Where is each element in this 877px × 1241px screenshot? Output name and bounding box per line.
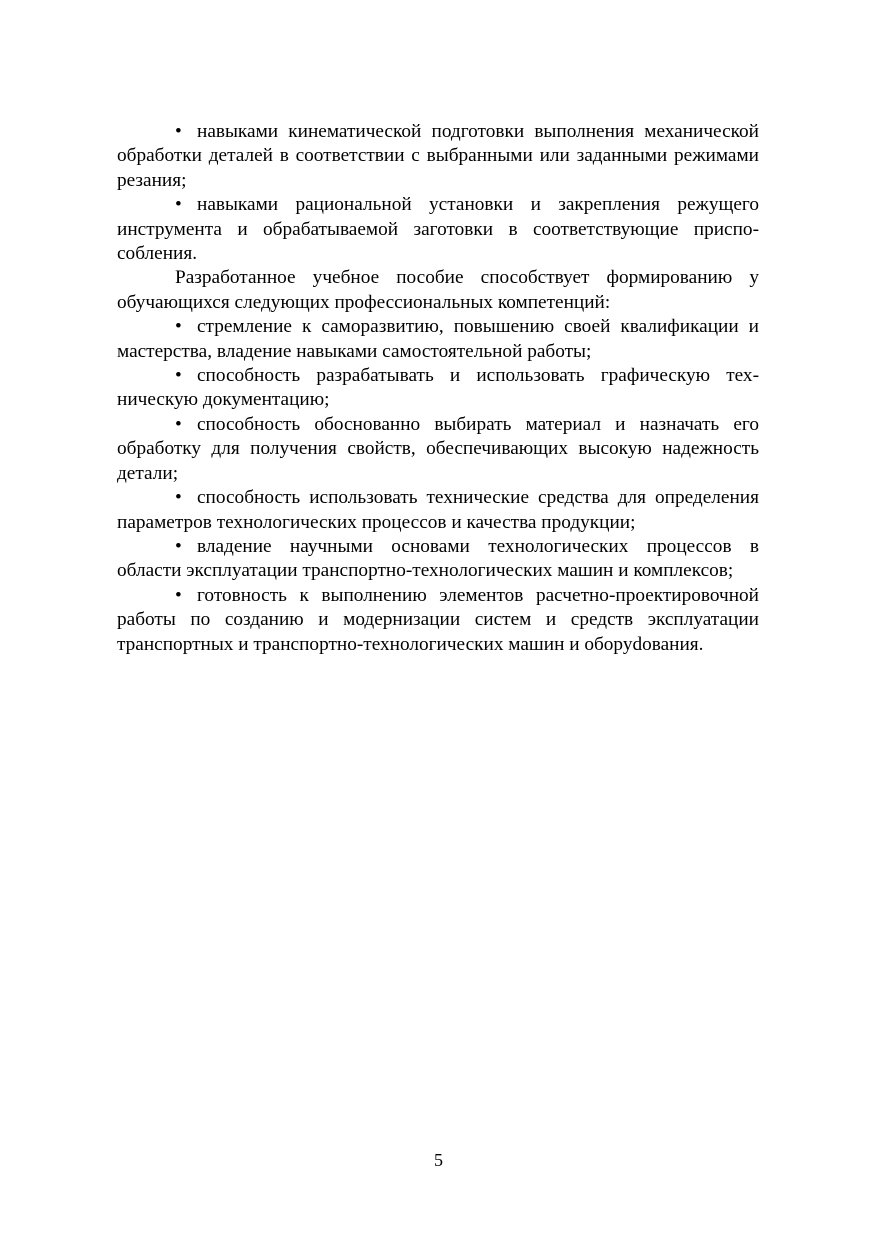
paragraph (117, 266, 759, 315)
list-item (117, 315, 759, 364)
list-item (117, 193, 759, 266)
list-item (117, 120, 759, 193)
page-number: 5 (434, 1150, 443, 1170)
list-item-text: владение научными основами технологических процессов в области эксплуатации транспортно-технологических машин и комплексов; (117, 535, 759, 582)
list-item (117, 413, 759, 486)
paragraph-text: Разработанное учебное пособие способствует формированию у обучающихся следующих профессиональных компетенций: (117, 267, 759, 313)
list-item (117, 535, 759, 584)
list-item (117, 486, 759, 535)
list-item-text: навыками рациональной установки и закрепления режущего инструмента и обрабатываемой заготовки в соответствующие приспособления. (117, 194, 759, 265)
list-item-text: способность обоснованно выбирать материал и назначать его обработку для получения свойств, обеспечивающих высокую надежность детали; (117, 413, 759, 484)
list-item-text: навыками кинематической подготовки выполнения механической обработки деталей в соответствии с выбранными или заданными режимами резания; (117, 121, 759, 191)
list-item-text: способность использовать технические средства для определения параметров технологических процессов и качества продукции; (117, 487, 759, 533)
list-item-text: способность разрабатывать и использовать графическую техническую документацию; (117, 365, 759, 411)
bullet-icon: • (175, 487, 182, 509)
bullet-icon: • (175, 365, 182, 387)
bullet-icon: • (175, 535, 182, 557)
bullet-icon: • (175, 121, 182, 142)
body-text (117, 120, 759, 657)
bullet-icon: • (175, 584, 182, 606)
bullet-icon: • (175, 194, 182, 216)
bullet-icon: • (175, 413, 182, 435)
list-item (117, 364, 759, 413)
list-item (117, 584, 759, 657)
list-item-text: готовность к выполнению элементов расчетно-проектировочной работы по созданию и модернизации систем и средств эксплуатации транспортных и транспортно-технологических машин и оборуdования. (117, 584, 759, 655)
bullet-icon: • (175, 316, 182, 338)
list-item-text: стремление к саморазвитию, повышению своей квалификации и мастерства, владение навыками самостоятельной работы; (117, 316, 759, 362)
